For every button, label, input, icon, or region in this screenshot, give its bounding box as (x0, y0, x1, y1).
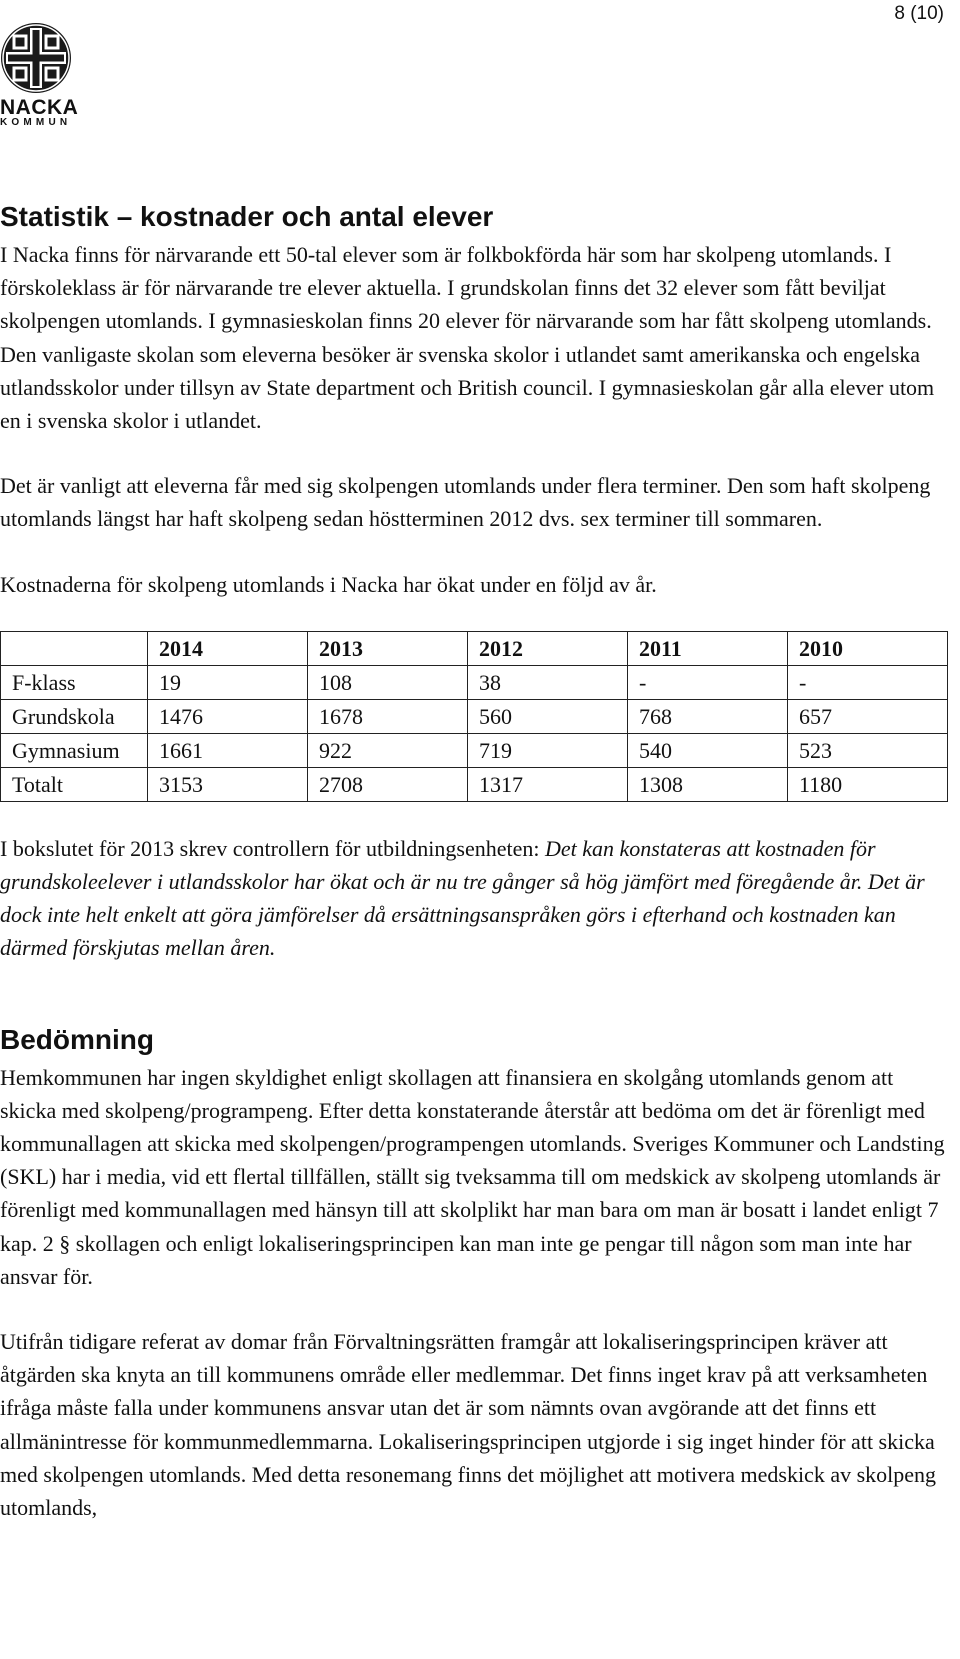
paragraph-statistics-intro: I Nacka finns för närvarande ett 50-tal elever som är folkbokförda här som har skolpeng utomlands. I förskoleklass är för närvarande tre elever aktuella. I grundskolan finns det 32 elever som fått beviljat skolpengen utomlands. I gymnasieskolan finns 20 elever för närvarande som har fått skolpeng utomlands. Den vanligaste skolan som eleverna besöker är svenska skolor i utlandet samt amerikanska och engelska utlandsskolor under tillsyn av State department och British council. I gymnasieskolan går alla elever utom en i svenska skolor i utlandet. (0, 242, 935, 434)
table-cell: 1308 (628, 767, 788, 801)
table-cell: 1317 (468, 767, 628, 801)
table-cell: 19 (148, 665, 308, 699)
table-cell: 1180 (788, 767, 948, 801)
paragraph-terms: Det är vanligt att eleverna får med sig skolpengen utomlands under flera terminer. Den som haft skolpeng utomlands längst har haft skolpeng sedan höstterminen 2012 dvs. sex terminer till sommaren. (0, 473, 931, 532)
paragraph-assessment-1: Hemkommunen har ingen skyldighet enligt skollagen att finansiera en skolgång utomlands genom att skicka med skolpeng/programpeng. Efter detta konstaterande återstår att bedöma om det är förenligt med kommunallagen att skicka med skolpengen/programpengen utomlands. Sveriges Kommuner och Landsting (SKL) har i media, vid ett flertal tillfällen, ställt sig tveksamma till om medskick av skolpeng utomlands är förenligt med kommunallagen med hänsyn till att skolplikt har man bara om man är bosatt i landet enligt 7 kap. 2 § skollagen och enligt lokaliseringsprincipen kan man inte ge pengar till någon som man inte har ansvar för. (0, 1064, 945, 1289)
table-cell: Grundskola (1, 699, 148, 733)
table-header-cell: 2012 (468, 631, 628, 665)
table-cell: 719 (468, 733, 628, 767)
quote-text: Det kan konstateras att kostnaden för grundskoleelever i utlandsskolor har ökat och är nu tre gånger så hög jämfört med föregående år. Det är dock inte helt enkelt att göra jämförelser då ersättningsanspråken görs i efterhand och kostnaden kan därmed förskjutas mellan åren. (0, 835, 925, 961)
table-cell: 1661 (148, 733, 308, 767)
table-header-cell (1, 631, 148, 665)
section-heading-statistics: Statistik – kostnader och antal elever (0, 201, 494, 232)
table-row (1, 733, 948, 767)
paragraph-assessment-2: Utifrån tidigare referat av domar från Förvaltningsrätten framgår att lokaliseringsprincipen kräver att åtgärden ska knyta an till kommunens område eller medlemmar. Det finns inget krav på att verksamheten ifråga måste falla under kommunens ansvar utan det är som nämnts ovan avgörande att det finns ett allmänintresse för kommunmedlemmarna. Lokaliseringsprincipen utgjorde i sig inget hinder för att skicka med skolpengen utomlands. Med detta resonemang finns det möjlighet att motivera medskick av skolpeng utomlands, (0, 1329, 937, 1521)
section-heading-assessment: Bedömning (0, 1023, 154, 1055)
table-row (1, 699, 948, 733)
table-cell: 922 (308, 733, 468, 767)
table-row (1, 665, 948, 699)
table-cell: 2708 (308, 767, 468, 801)
quote-intro: I bokslutet för 2013 skrev controllern för utbildningsenheten: (0, 835, 545, 861)
table-cell: 523 (788, 733, 948, 767)
table-cell: 1678 (308, 699, 468, 733)
table-header-cell: 2014 (148, 631, 308, 665)
nacka-emblem-icon (0, 22, 72, 94)
table-cell: - (628, 665, 788, 699)
cost-table (0, 631, 948, 802)
table-cell: 768 (628, 699, 788, 733)
municipality-logo (0, 22, 78, 128)
table-cell: 1476 (148, 699, 308, 733)
table-cell: 657 (788, 699, 948, 733)
table-header-row (1, 631, 948, 665)
document-body (0, 200, 948, 1556)
table-header-cell: 2011 (628, 631, 788, 665)
table-cell: 38 (468, 665, 628, 699)
table-cell: 560 (468, 699, 628, 733)
page-number: 8 (10) (894, 3, 944, 24)
table-cell: - (788, 665, 948, 699)
logo-subtitle: KOMMUN (0, 117, 72, 128)
table-cell: Totalt (1, 767, 148, 801)
table-header-cell: 2013 (308, 631, 468, 665)
paragraph-costs: Kostnaderna för skolpeng utomlands i Nacka har ökat under en följd av år. (0, 571, 657, 597)
table-cell: F-klass (1, 665, 148, 699)
table-cell: 3153 (148, 767, 308, 801)
logo-wordmark: NACKA (0, 96, 79, 119)
table-cell: Gymnasium (1, 733, 148, 767)
table-cell: 540 (628, 733, 788, 767)
table-header-cell: 2010 (788, 631, 948, 665)
paragraph-controller-quote (0, 832, 948, 965)
table-row (1, 767, 948, 801)
table-cell: 108 (308, 665, 468, 699)
